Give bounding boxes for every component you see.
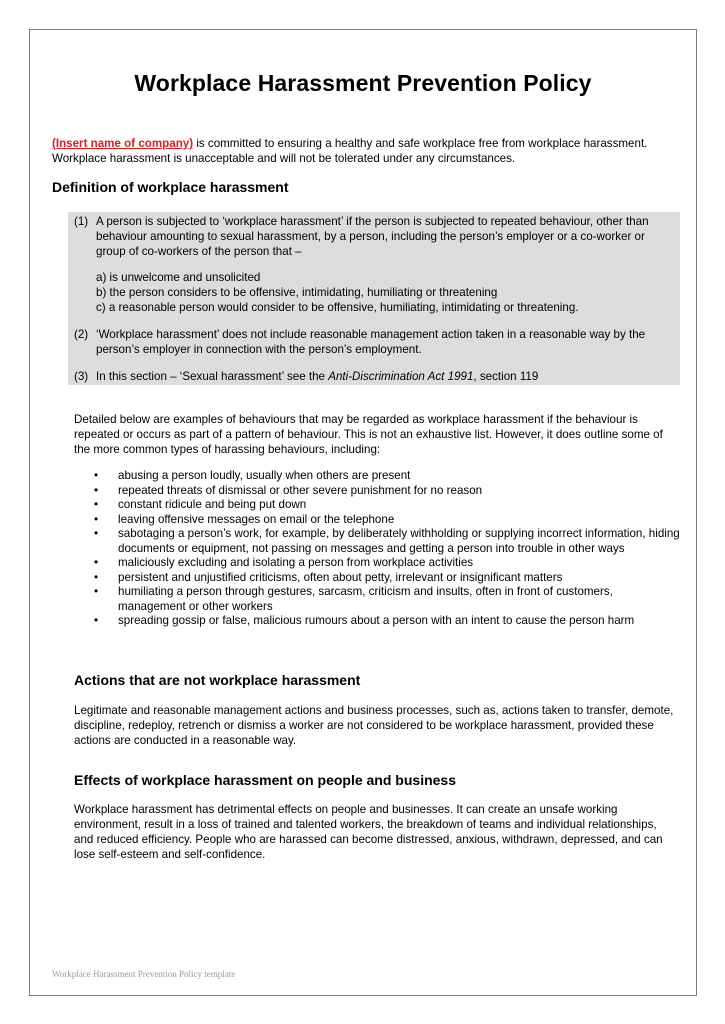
definition-item-number: (2) — [74, 328, 89, 341]
definition-item-text: A person is subjected to ‘workplace harassment’ if the person is subjected to repeated behaviour, other than behaviour amounting to sexual harassment, by a person, including the person’s employer or a co-worker or group of co-workers of the person that – — [96, 215, 649, 258]
definition-item-1 — [74, 214, 674, 259]
intro-paragraph — [52, 136, 672, 166]
bullet-icon: • — [94, 527, 99, 540]
definition-item-number: (1) — [74, 215, 89, 228]
bullet-icon: • — [94, 498, 99, 511]
bullet-icon: • — [94, 556, 99, 569]
list-item — [92, 571, 680, 586]
effects-heading: Effects of workplace harassment on people and business — [74, 772, 456, 788]
list-item-text: spreading gossip or false, malicious rumours about a person with an intent to cause the person harm — [118, 614, 635, 627]
definition-item-2 — [74, 327, 674, 357]
list-item — [92, 498, 680, 513]
bullet-icon: • — [94, 512, 99, 526]
sub-item-a: a) is unwelcome and unsolicited — [96, 271, 261, 284]
list-item — [92, 513, 680, 528]
bullet-icon: • — [94, 585, 99, 598]
not-harassment-paragraph: Legitimate and reasonable management actions and business processes, such as, actions taken to transfer, demote, discipline, redeploy, retrench or dismiss a worker are not considered to be workplace harassment, provided these actions are conducted in a reasonable way. — [74, 704, 674, 747]
list-item-text: repeated threats of dismissal or other severe punishment for no reason — [118, 483, 483, 497]
definition-item-text-before: In this section – ‘Sexual harassment’ see the — [96, 370, 329, 383]
list-item-text: leaving offensive messages on email or the telephone — [118, 512, 395, 526]
intro-text: is committed to ensuring a healthy and safe workplace free from workplace harassment. Workplace harassment is unacceptable and will not be tolerated under any circumstances. — [52, 137, 648, 165]
definition-item-number: (3) — [74, 370, 89, 383]
list-item — [92, 469, 680, 484]
sub-item-b: b) the person considers to be offensive, intimidating, humiliating or threatening — [96, 286, 498, 299]
list-item-text: abusing a person loudly, usually when others are present — [118, 469, 411, 482]
list-item — [92, 527, 680, 556]
list-item-text: persistent and unjustified criticisms, often about petty, irrelevant or insignificant matters — [118, 570, 563, 584]
harassment-examples-list — [92, 469, 680, 629]
list-item — [92, 614, 680, 629]
examples-intro: Detailed below are examples of behaviours that may be regarded as workplace harassment if the behaviour is repeated or occurs as part of a pattern of behaviour. This is not an exhaustive list. However, it does outline some of the more common types of harassing behaviours, including: — [74, 413, 663, 456]
definition-item-text — [96, 369, 674, 384]
definition-sub-items — [96, 270, 676, 315]
definition-item-3 — [74, 369, 674, 384]
page-title: Workplace Harassment Prevention Policy — [134, 70, 592, 96]
list-item-text: humiliating a person through gestures, sarcasm, criticism and insults, often in front of customers, management or other workers — [118, 585, 613, 613]
list-item — [92, 556, 680, 571]
list-item-text: maliciously excluding and isolating a person from workplace activities — [118, 556, 474, 569]
definition-heading: Definition of workplace harassment — [52, 179, 289, 195]
bullet-icon: • — [94, 614, 99, 627]
company-name-placeholder[interactable]: (Insert name of company) — [52, 137, 194, 150]
list-item — [92, 585, 680, 614]
definition-item-text-after: , section 119 — [473, 370, 539, 383]
list-item-text: constant ridicule and being put down — [118, 498, 307, 511]
list-item-text: sabotaging a person’s work, for example, by deliberately withholding or supplying incorrect information, hiding documents or equipment, not passing on messages and getting a person into trouble in other ways — [118, 527, 680, 555]
sub-item-c: c) a reasonable person would consider to be offensive, humiliating, intimidating or threatening. — [96, 301, 579, 314]
act-reference: Anti-Discrimination Act 1991 — [328, 370, 474, 383]
bullet-icon: • — [94, 483, 99, 497]
bullet-icon: • — [94, 570, 99, 584]
bullet-icon: • — [94, 469, 99, 482]
effects-paragraph: Workplace harassment has detrimental effects on people and businesses. It can create an unsafe working environment, result in a loss of trained and talented workers, the breakdown of teams and individual relationships, and reduced efficiency. People who are harassed can become distressed, anxious, withdrawn, depressed, and can lose self-esteem and self-confidence. — [74, 803, 663, 861]
not-harassment-heading: Actions that are not workplace harassment — [74, 672, 361, 688]
page-footer: Workplace Harassment Prevention Policy template — [52, 969, 236, 979]
list-item — [92, 484, 680, 499]
definition-item-text: ‘Workplace harassment’ does not include reasonable management action taken in a reasonable way by the person’s employer in connection with the person’s employment. — [96, 328, 646, 356]
